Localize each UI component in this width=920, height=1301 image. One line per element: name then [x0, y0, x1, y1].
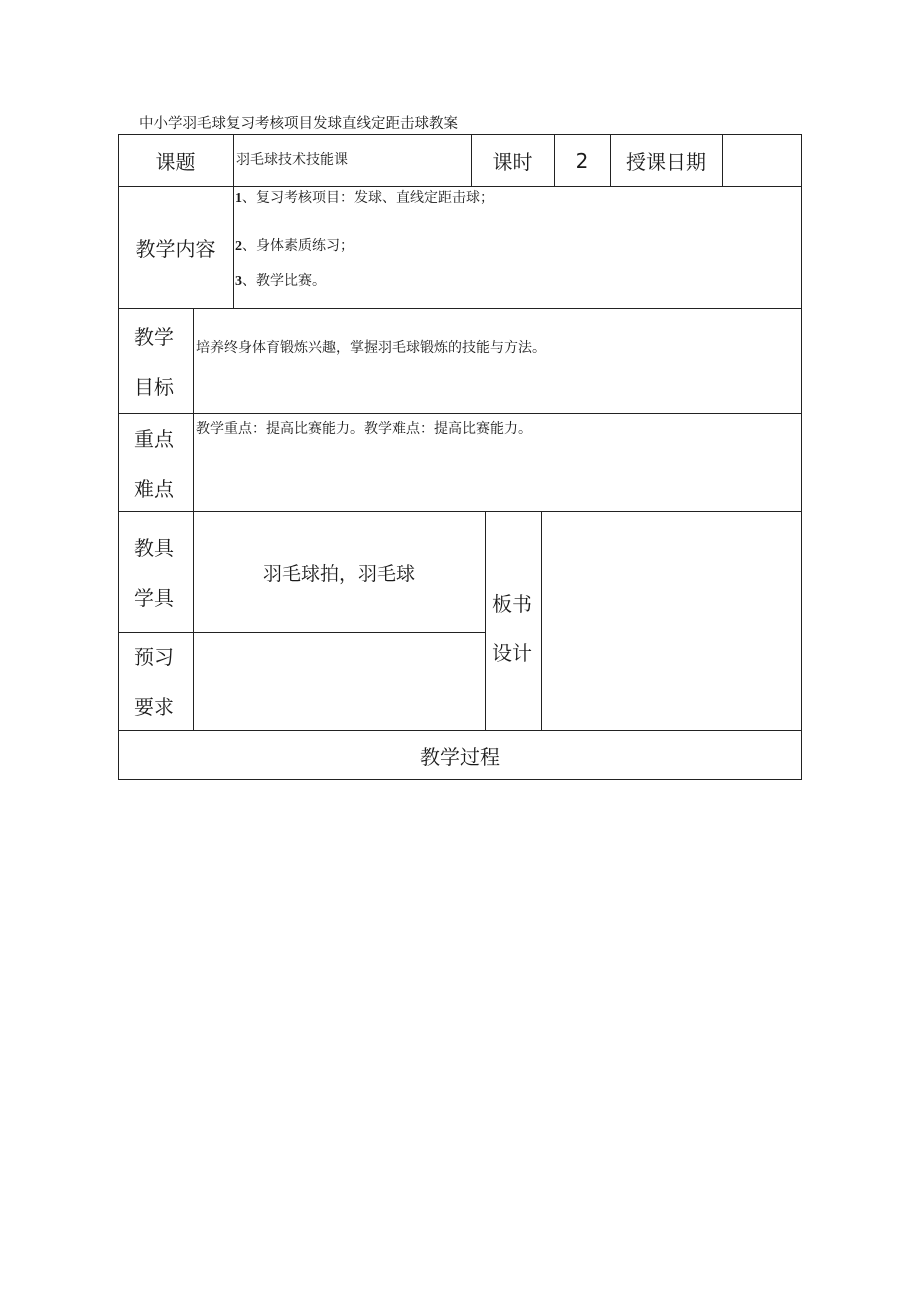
goal-value: 培养终身体育锻炼兴趣，掌握羽毛球锻炼的技能与方法。: [196, 340, 546, 356]
content-item: [235, 272, 326, 291]
table-rule: [233, 134, 234, 309]
content-item: [235, 189, 494, 208]
table-rule: [118, 511, 802, 512]
table-rule: [193, 308, 194, 731]
content-item-number: 2: [235, 239, 242, 254]
table-rule: [118, 413, 802, 414]
tools-value: 羽毛球拍，羽毛球: [262, 562, 415, 585]
content-item-text: 、身体素质练习；: [242, 238, 354, 254]
content-item: [235, 237, 354, 256]
topic-value: 羽毛球技术技能课: [236, 152, 348, 168]
process-label: 教学过程: [420, 744, 500, 769]
key-label-line2: 难点: [134, 477, 174, 501]
table-rule: [118, 308, 802, 309]
hours-label: 课时: [492, 150, 533, 174]
content-item-text: 、复习考核项目：发球、直线定距击球；: [242, 190, 494, 206]
prep-label-line1: 预习: [134, 645, 174, 669]
board-label-line2: 设计: [492, 641, 532, 665]
table-rule: [118, 632, 486, 633]
hours-value: 2: [575, 148, 589, 173]
date-value: [722, 134, 801, 187]
table-border-right: [801, 134, 802, 780]
key-label-line1: 重点: [134, 427, 174, 451]
date-label: 授课日期: [626, 150, 706, 174]
topic-label: 课题: [155, 150, 196, 174]
board-label-line1: 板书: [492, 592, 532, 616]
content-item-text: 、教学比赛。: [242, 273, 326, 289]
document-title: 中小学羽毛球复习考核项目发球直线定距击球教案: [139, 116, 458, 132]
table-rule: [541, 511, 542, 731]
content-label: 教学内容: [135, 236, 216, 261]
tools-label-line1: 教具: [134, 536, 174, 560]
goal-label-line1: 教学: [134, 325, 174, 349]
prep-label-line2: 要求: [134, 695, 174, 719]
tools-label-line2: 学具: [134, 586, 174, 610]
goal-label-line2: 目标: [134, 375, 174, 399]
key-value: 教学重点：提高比赛能力。教学难点：提高比赛能力。: [196, 421, 532, 437]
content-item-number: 1: [235, 191, 242, 206]
content-item-number: 3: [235, 274, 242, 289]
table-rule: [485, 511, 486, 731]
